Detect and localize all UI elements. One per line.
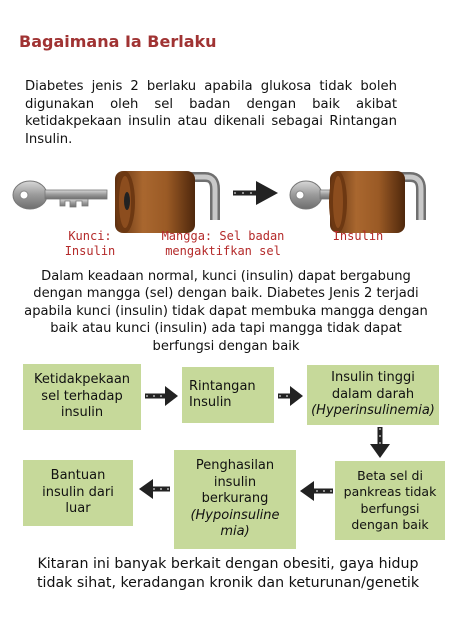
flow-box-insensitivity-text: Ketidakpekaan sel terhadap insulin: [33, 372, 131, 421]
flow-box-resistance: [182, 367, 274, 423]
flow-box-hyperinsulinemia-text: Insulin tinggi dalam darah: [331, 370, 415, 402]
label-lock-line1: Mangga: Sel badan: [161, 229, 285, 243]
key-icon: [13, 181, 107, 209]
arrow-left-1-icon: [300, 481, 333, 501]
arrow-right-2-icon: [278, 386, 303, 406]
flow-box-insensitivity: [23, 364, 141, 430]
flow-box-beta-cell: [335, 461, 445, 540]
padlock-icon: [115, 171, 215, 233]
flow-box-hyperinsulinemia: [307, 365, 439, 425]
intro-text: Diabetes jenis 2 berlaku apabila glukosa tidak boleh digunakan oleh sel badan dengan baik akibat ketidakpekaan insulin atau dikenali sebagai Rintangan Insulin.: [25, 79, 397, 147]
page-title: Bagaimana Ia Berlaku: [19, 32, 217, 51]
flow-box-resistance-text: Rintangan Insulin: [189, 378, 256, 410]
right-arrow-icon: [233, 181, 278, 205]
footer-note: Kitaran ini banyak berkait dengan obesiti, gaya hidup tidak sihat, keradangan kronik dan keturunan/genetik: [36, 556, 420, 591]
key-in-lock-icon: [290, 171, 421, 233]
arrow-down-icon: [370, 427, 390, 458]
label-key: Kunci: Insulin: [64, 229, 116, 258]
flow-box-hypoinsulinemia: [174, 450, 296, 549]
flow-box-hyperinsulinemia-term: (Hyperinsulinemia): [311, 403, 435, 419]
arrow-right-1-icon: [145, 386, 178, 406]
flow-box-external-insulin-text: Bantuan insulin dari luar: [42, 468, 114, 517]
flow-box-beta-cell-text: Beta sel di pankreas tidak berfungsi dengan baik: [343, 467, 437, 532]
arrow-left-2-icon: [139, 479, 170, 499]
label-insulin: Insulin: [332, 229, 384, 243]
label-lock-line2: mengaktifkan sel: [165, 244, 281, 258]
explanation-paragraph: Dalam keadaan normal, kunci (insulin) dapat bergabung dengan mangga (sel) dengan baik. Diabetes Jenis 2 terjadi apabila kunci (insulin) tidak dapat membuka mangga dengan baik atau kunci (insulin) ada tapi mangga tidak dapat berfungsi dengan baik: [24, 269, 428, 354]
flow-box-hypoinsulinemia-term: (Hypoinsuline mia): [190, 507, 280, 540]
flow-box-external-insulin: [23, 460, 133, 526]
flow-box-hypoinsulinemia-text: Penghasilan insulin berkurang: [195, 458, 275, 507]
